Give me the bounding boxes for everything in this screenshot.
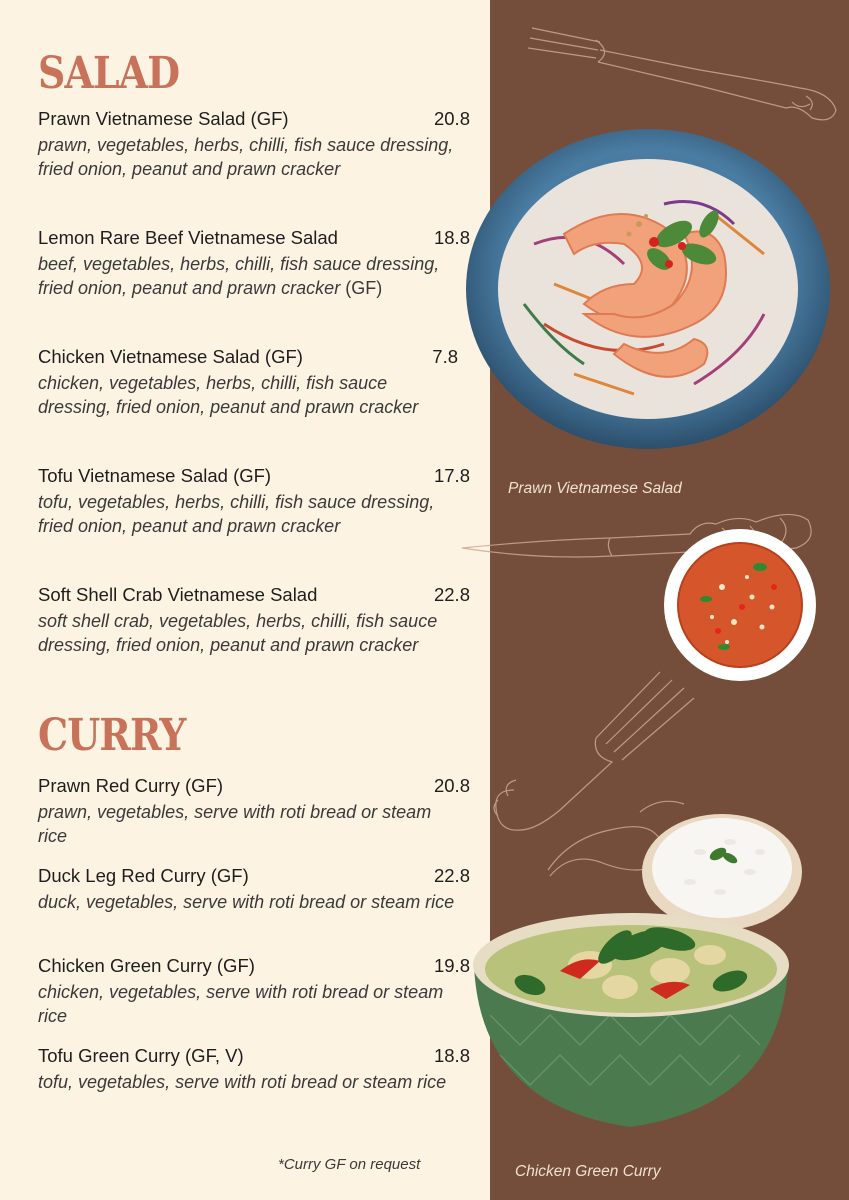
menu-item: [38, 955, 470, 1028]
item-name: Chicken Vietnamese Salad (GF): [38, 346, 303, 367]
item-price: 17.8: [433, 465, 470, 486]
menu-item: [38, 775, 470, 848]
prawn-salad-photo: [464, 124, 834, 454]
salad-heading: SALAD: [38, 48, 180, 99]
menu-item: [38, 584, 470, 657]
menu-item: [38, 346, 470, 419]
item-description: tofu, vegetables, serve with roti bread or steam rice: [38, 1072, 447, 1092]
item-price: 22.8: [433, 865, 470, 886]
item-price: 22.8: [433, 584, 470, 605]
menu-item: [38, 865, 470, 914]
item-description: beef, vegetables, herbs, chilli, fish sauce dressing, fried onion, peanut and prawn cracker: [38, 254, 440, 298]
menu-item: [38, 227, 470, 300]
item-price: 18.8: [433, 227, 470, 248]
item-description: chicken, vegetables, herbs, chilli, fish sauce dressing, fried onion, peanut and prawn cracker: [38, 373, 419, 417]
item-description: chicken, vegetables, serve with roti bread or steam rice: [38, 982, 444, 1026]
curry-heading: CURRY: [38, 710, 186, 761]
item-name: Chicken Green Curry (GF): [38, 955, 255, 976]
footnote: *Curry GF on request: [278, 1156, 421, 1173]
item-name: Prawn Vietnamese Salad (GF): [38, 108, 289, 129]
item-description: prawn, vegetables, herbs, chilli, fish sauce dressing, fried onion, peanut and prawn cracker: [38, 135, 454, 179]
item-name: Tofu Green Curry (GF, V): [38, 1045, 244, 1066]
item-price: 19.8: [433, 955, 470, 976]
item-price: 7.8: [432, 346, 458, 367]
item-name: Lemon Rare Beef Vietnamese Salad: [38, 227, 338, 248]
menu-item: [38, 1045, 470, 1094]
item-dietary-tag: (GF): [345, 278, 383, 298]
green-curry-photo: [470, 905, 792, 1135]
item-price: 18.8: [433, 1045, 470, 1066]
dipping-sauce-photo: [662, 527, 818, 683]
item-price: 20.8: [433, 108, 470, 129]
curry-photo-caption: Chicken Green Curry: [515, 1163, 661, 1180]
item-name: Soft Shell Crab Vietnamese Salad: [38, 584, 318, 605]
item-description: soft shell crab, vegetables, herbs, chilli, fish sauce dressing, fried onion, peanut and prawn cracker: [38, 611, 438, 655]
item-name: Tofu Vietnamese Salad (GF): [38, 465, 272, 486]
salad-photo-caption: Prawn Vietnamese Salad: [508, 480, 682, 497]
item-price: 20.8: [433, 775, 470, 796]
item-description: prawn, vegetables, serve with roti bread or steam rice: [38, 802, 432, 846]
menu-item: [38, 108, 470, 181]
item-name: Duck Leg Red Curry (GF): [38, 865, 249, 886]
item-description: tofu, vegetables, herbs, chilli, fish sauce dressing, fried onion, peanut and prawn cracker: [38, 492, 435, 536]
menu-item: [38, 465, 470, 538]
item-description: duck, vegetables, serve with roti bread or steam rice: [38, 892, 455, 912]
item-name: Prawn Red Curry (GF): [38, 775, 224, 796]
